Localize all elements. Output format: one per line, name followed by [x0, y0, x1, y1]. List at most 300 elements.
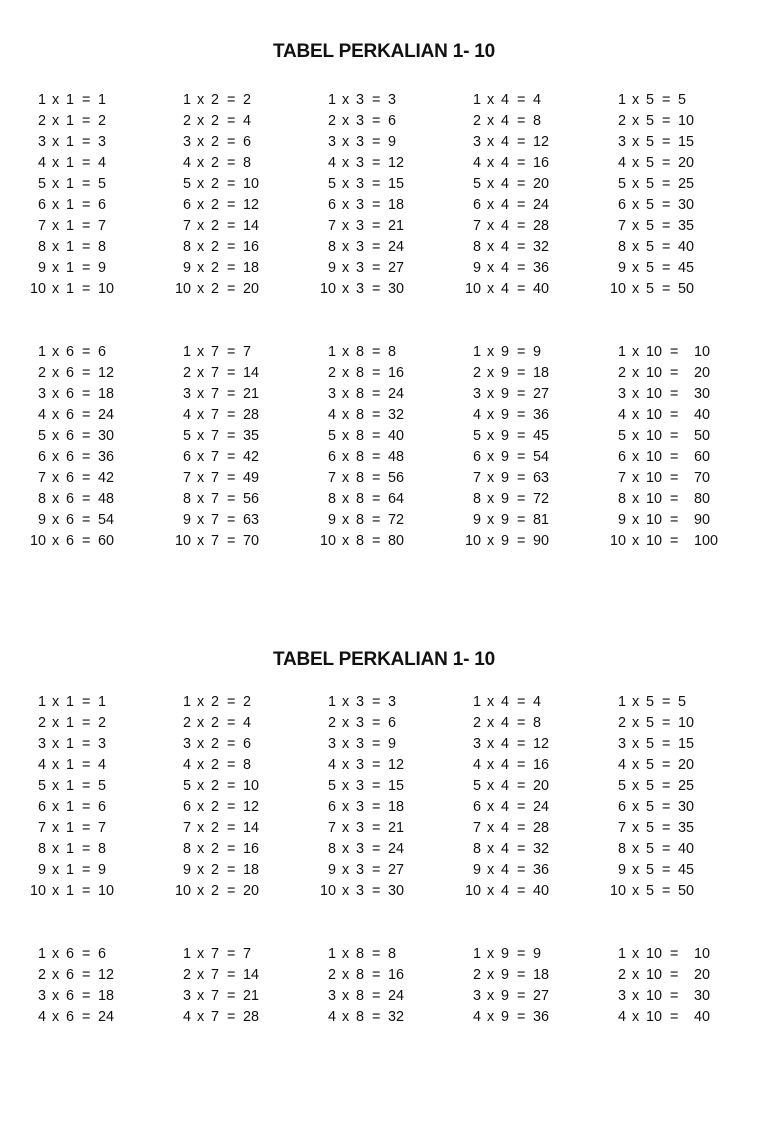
factor-b: 1	[66, 92, 75, 108]
times-table-5	[608, 692, 748, 902]
factor-a: 1	[617, 946, 626, 962]
times-sign: x	[342, 967, 350, 983]
product: 72	[533, 491, 550, 507]
equation-row	[608, 692, 748, 713]
factor-b: 7	[211, 449, 220, 465]
times-sign: x	[342, 988, 350, 1004]
product: 9	[98, 862, 107, 878]
factor-a: 5	[182, 176, 191, 192]
product: 49	[243, 470, 260, 486]
times-sign: x	[52, 778, 60, 794]
equals-sign: =	[372, 862, 381, 878]
factor-b: 7	[211, 407, 220, 423]
factor-b: 8	[356, 491, 365, 507]
times-sign: x	[632, 344, 640, 360]
equation-row	[463, 531, 603, 552]
equals-sign: =	[662, 92, 671, 108]
factor-a: 3	[182, 736, 191, 752]
product: 18	[243, 260, 260, 276]
product: 35	[678, 218, 695, 234]
factor-a: 8	[327, 239, 336, 255]
factor-a: 4	[617, 407, 626, 423]
factor-a: 2	[472, 715, 481, 731]
times-table-1	[28, 692, 168, 902]
equals-sign: =	[670, 344, 679, 360]
product: 6	[388, 113, 397, 129]
equals-sign: =	[517, 197, 526, 213]
factor-a: 9	[182, 862, 191, 878]
equals-sign: =	[82, 449, 91, 465]
factor-b: 7	[211, 470, 220, 486]
equation-row	[28, 944, 168, 965]
equals-sign: =	[517, 694, 526, 710]
equals-sign: =	[670, 1009, 679, 1025]
equation-row	[28, 713, 168, 734]
equation-row	[173, 734, 313, 755]
factor-a: 3	[327, 736, 336, 752]
factor-b: 10	[646, 449, 663, 465]
product: 9	[98, 260, 107, 276]
equals-sign: =	[82, 218, 91, 234]
equation-row	[608, 965, 748, 986]
equals-sign: =	[517, 92, 526, 108]
times-sign: x	[342, 239, 350, 255]
equation-row	[28, 839, 168, 860]
equation-row	[463, 881, 603, 902]
product: 36	[98, 449, 115, 465]
equals-sign: =	[82, 344, 91, 360]
factor-b: 4	[501, 134, 510, 150]
product: 63	[533, 470, 550, 486]
equation-row	[463, 426, 603, 447]
factor-b: 7	[211, 988, 220, 1004]
equation-row	[28, 216, 168, 237]
product: 20	[694, 365, 711, 381]
times-sign: x	[632, 218, 640, 234]
factor-a: 2	[327, 715, 336, 731]
product: 24	[388, 239, 405, 255]
equals-sign: =	[372, 694, 381, 710]
factor-b: 1	[66, 197, 75, 213]
factor-b: 2	[211, 778, 220, 794]
product: 28	[533, 820, 550, 836]
times-sign: x	[487, 883, 495, 899]
equals-sign: =	[227, 491, 236, 507]
factor-b: 6	[66, 967, 75, 983]
equals-sign: =	[227, 134, 236, 150]
times-sign: x	[342, 841, 350, 857]
equals-sign: =	[372, 736, 381, 752]
equation-row	[318, 531, 458, 552]
equals-sign: =	[517, 428, 526, 444]
factor-b: 10	[646, 533, 663, 549]
factor-a: 6	[617, 799, 626, 815]
equation-row	[463, 944, 603, 965]
product: 32	[388, 1009, 405, 1025]
product: 8	[533, 715, 542, 731]
factor-a: 1	[182, 344, 191, 360]
factor-b: 2	[211, 197, 220, 213]
times-sign: x	[342, 176, 350, 192]
factor-b: 9	[501, 365, 510, 381]
product: 18	[98, 386, 115, 402]
factor-b: 1	[66, 176, 75, 192]
equation-row	[28, 132, 168, 153]
times-sign: x	[52, 799, 60, 815]
times-sign: x	[52, 988, 60, 1004]
factor-b: 4	[501, 799, 510, 815]
factor-a: 7	[617, 218, 626, 234]
times-table-3	[318, 90, 458, 300]
equals-sign: =	[662, 883, 671, 899]
equation-row	[463, 363, 603, 384]
product: 40	[678, 239, 695, 255]
equation-row	[608, 363, 748, 384]
equals-sign: =	[372, 365, 381, 381]
factor-b: 7	[211, 967, 220, 983]
equals-sign: =	[517, 946, 526, 962]
times-sign: x	[342, 512, 350, 528]
factor-b: 2	[211, 799, 220, 815]
times-sign: x	[197, 197, 205, 213]
equation-row	[463, 986, 603, 1007]
product: 8	[243, 757, 252, 773]
equals-sign: =	[517, 799, 526, 815]
equals-sign: =	[372, 967, 381, 983]
factor-b: 4	[501, 820, 510, 836]
factor-b: 1	[66, 799, 75, 815]
product: 20	[243, 883, 260, 899]
equals-sign: =	[227, 820, 236, 836]
factor-b: 5	[646, 820, 655, 836]
factor-b: 4	[501, 757, 510, 773]
equals-sign: =	[517, 988, 526, 1004]
factor-a: 8	[617, 239, 626, 255]
factor-b: 4	[501, 239, 510, 255]
times-sign: x	[342, 862, 350, 878]
times-sign: x	[632, 778, 640, 794]
factor-a: 9	[472, 260, 481, 276]
equals-sign: =	[517, 820, 526, 836]
times-sign: x	[342, 428, 350, 444]
factor-a: 8	[472, 239, 481, 255]
times-sign: x	[197, 778, 205, 794]
product: 14	[243, 820, 260, 836]
factor-a: 8	[472, 841, 481, 857]
product: 8	[243, 155, 252, 171]
product: 50	[678, 281, 695, 297]
product: 40	[694, 407, 711, 423]
factor-a: 3	[472, 134, 481, 150]
equals-sign: =	[517, 344, 526, 360]
times-sign: x	[342, 155, 350, 171]
factor-b: 8	[356, 533, 365, 549]
factor-b: 2	[211, 883, 220, 899]
product: 20	[533, 176, 550, 192]
factor-b: 5	[646, 778, 655, 794]
product: 7	[243, 344, 252, 360]
times-table-9	[463, 944, 603, 1028]
times-sign: x	[487, 134, 495, 150]
factor-b: 3	[356, 841, 365, 857]
factor-a: 6	[617, 449, 626, 465]
product: 10	[678, 113, 695, 129]
multiplication-sheet-top	[0, 38, 768, 549]
factor-a: 1	[327, 694, 336, 710]
factor-b: 4	[501, 176, 510, 192]
product: 9	[388, 134, 397, 150]
times-sign: x	[197, 799, 205, 815]
factor-a: 6	[182, 449, 191, 465]
equation-row	[463, 237, 603, 258]
equals-sign: =	[662, 134, 671, 150]
factor-b: 6	[66, 386, 75, 402]
factor-b: 9	[501, 386, 510, 402]
times-sign: x	[197, 946, 205, 962]
product: 18	[533, 365, 550, 381]
factor-b: 1	[66, 155, 75, 171]
factor-b: 4	[501, 260, 510, 276]
equals-sign: =	[227, 113, 236, 129]
equation-row	[28, 279, 168, 300]
times-table-7	[173, 342, 313, 552]
times-sign: x	[52, 281, 60, 297]
equation-row	[173, 531, 313, 552]
factor-a: 4	[37, 155, 46, 171]
equals-sign: =	[372, 428, 381, 444]
factor-b: 5	[646, 113, 655, 129]
factor-b: 2	[211, 862, 220, 878]
times-sign: x	[342, 491, 350, 507]
factor-b: 1	[66, 757, 75, 773]
factor-b: 8	[356, 428, 365, 444]
equation-row	[608, 195, 748, 216]
equals-sign: =	[517, 386, 526, 402]
tables-group-6-to-10	[0, 342, 768, 549]
factor-a: 7	[327, 820, 336, 836]
factor-b: 5	[646, 92, 655, 108]
product: 12	[243, 799, 260, 815]
product: 27	[533, 386, 550, 402]
factor-a: 10	[29, 533, 46, 549]
product: 4	[98, 155, 107, 171]
factor-b: 2	[211, 113, 220, 129]
equation-row	[318, 132, 458, 153]
times-sign: x	[197, 449, 205, 465]
equals-sign: =	[227, 176, 236, 192]
equals-sign: =	[517, 113, 526, 129]
equation-row	[318, 363, 458, 384]
factor-a: 3	[327, 386, 336, 402]
equals-sign: =	[670, 386, 679, 402]
times-table-3	[318, 692, 458, 902]
product: 6	[98, 946, 107, 962]
factor-a: 4	[182, 155, 191, 171]
product: 2	[98, 113, 107, 129]
factor-a: 8	[327, 841, 336, 857]
times-sign: x	[52, 218, 60, 234]
equation-row	[28, 384, 168, 405]
factor-b: 10	[646, 512, 663, 528]
factor-a: 9	[182, 512, 191, 528]
factor-a: 1	[37, 92, 46, 108]
equation-row	[318, 860, 458, 881]
equals-sign: =	[517, 407, 526, 423]
equals-sign: =	[372, 799, 381, 815]
factor-a: 2	[182, 715, 191, 731]
equation-row	[608, 342, 748, 363]
product: 36	[533, 1009, 550, 1025]
factor-a: 7	[327, 218, 336, 234]
times-sign: x	[632, 988, 640, 1004]
times-table-6	[28, 944, 168, 1028]
equation-row	[608, 384, 748, 405]
equation-row	[173, 860, 313, 881]
equation-row	[608, 797, 748, 818]
equation-row	[463, 279, 603, 300]
product: 5	[98, 778, 107, 794]
factor-b: 8	[356, 386, 365, 402]
times-sign: x	[52, 736, 60, 752]
factor-a: 1	[472, 344, 481, 360]
factor-a: 5	[37, 428, 46, 444]
factor-b: 6	[66, 407, 75, 423]
equals-sign: =	[227, 988, 236, 1004]
equation-row	[28, 237, 168, 258]
equals-sign: =	[227, 1009, 236, 1025]
factor-b: 2	[211, 239, 220, 255]
factor-b: 10	[646, 365, 663, 381]
times-sign: x	[197, 820, 205, 836]
factor-a: 9	[182, 260, 191, 276]
times-sign: x	[52, 533, 60, 549]
factor-b: 5	[646, 715, 655, 731]
product: 21	[243, 988, 260, 1004]
equals-sign: =	[82, 715, 91, 731]
times-sign: x	[52, 841, 60, 857]
times-sign: x	[487, 218, 495, 234]
product: 90	[533, 533, 550, 549]
product: 16	[243, 239, 260, 255]
equation-row	[318, 447, 458, 468]
product: 1	[98, 92, 107, 108]
factor-a: 6	[37, 449, 46, 465]
equation-row	[28, 447, 168, 468]
times-table-9	[463, 342, 603, 552]
product: 81	[533, 512, 550, 528]
equals-sign: =	[662, 841, 671, 857]
factor-a: 4	[182, 757, 191, 773]
factor-a: 4	[617, 155, 626, 171]
equals-sign: =	[670, 470, 679, 486]
factor-b: 1	[66, 778, 75, 794]
equation-row	[173, 426, 313, 447]
factor-a: 1	[327, 92, 336, 108]
factor-a: 9	[472, 862, 481, 878]
equals-sign: =	[227, 470, 236, 486]
factor-b: 7	[211, 491, 220, 507]
factor-b: 4	[501, 281, 510, 297]
equation-row	[608, 405, 748, 426]
times-sign: x	[487, 512, 495, 528]
factor-a: 1	[327, 344, 336, 360]
factor-a: 10	[174, 883, 191, 899]
factor-b: 8	[356, 407, 365, 423]
times-sign: x	[487, 428, 495, 444]
factor-a: 7	[37, 820, 46, 836]
factor-a: 6	[472, 449, 481, 465]
equation-row	[173, 132, 313, 153]
product: 50	[678, 883, 695, 899]
factor-b: 6	[66, 512, 75, 528]
factor-b: 3	[356, 883, 365, 899]
equation-row	[173, 510, 313, 531]
factor-a: 3	[37, 386, 46, 402]
factor-b: 4	[501, 113, 510, 129]
factor-b: 4	[501, 883, 510, 899]
times-sign: x	[342, 1009, 350, 1025]
factor-b: 1	[66, 281, 75, 297]
factor-a: 7	[182, 470, 191, 486]
times-sign: x	[342, 757, 350, 773]
factor-a: 8	[327, 491, 336, 507]
equals-sign: =	[372, 197, 381, 213]
factor-b: 1	[66, 260, 75, 276]
equation-row	[28, 363, 168, 384]
factor-a: 3	[617, 736, 626, 752]
product: 32	[533, 239, 550, 255]
times-sign: x	[197, 512, 205, 528]
times-sign: x	[52, 176, 60, 192]
factor-a: 2	[472, 113, 481, 129]
equals-sign: =	[372, 92, 381, 108]
factor-b: 5	[646, 862, 655, 878]
equation-row	[463, 447, 603, 468]
equation-row	[463, 258, 603, 279]
equals-sign: =	[662, 862, 671, 878]
equation-row	[173, 944, 313, 965]
product: 14	[243, 365, 260, 381]
times-sign: x	[632, 736, 640, 752]
equals-sign: =	[82, 533, 91, 549]
equation-row	[463, 132, 603, 153]
times-sign: x	[197, 176, 205, 192]
times-sign: x	[632, 134, 640, 150]
times-sign: x	[487, 197, 495, 213]
equation-row	[173, 468, 313, 489]
factor-a: 10	[609, 883, 626, 899]
equals-sign: =	[227, 92, 236, 108]
equation-row	[608, 531, 748, 552]
factor-a: 10	[319, 281, 336, 297]
factor-b: 2	[211, 715, 220, 731]
factor-a: 5	[472, 428, 481, 444]
product: 7	[98, 218, 107, 234]
times-sign: x	[342, 883, 350, 899]
product: 7	[243, 946, 252, 962]
product: 30	[388, 883, 405, 899]
equals-sign: =	[227, 155, 236, 171]
product: 70	[694, 470, 711, 486]
equals-sign: =	[517, 1009, 526, 1025]
times-sign: x	[487, 533, 495, 549]
times-sign: x	[487, 1009, 495, 1025]
equation-row	[28, 1007, 168, 1028]
product: 60	[98, 533, 115, 549]
factor-a: 2	[182, 967, 191, 983]
equation-row	[318, 216, 458, 237]
equation-row	[318, 426, 458, 447]
